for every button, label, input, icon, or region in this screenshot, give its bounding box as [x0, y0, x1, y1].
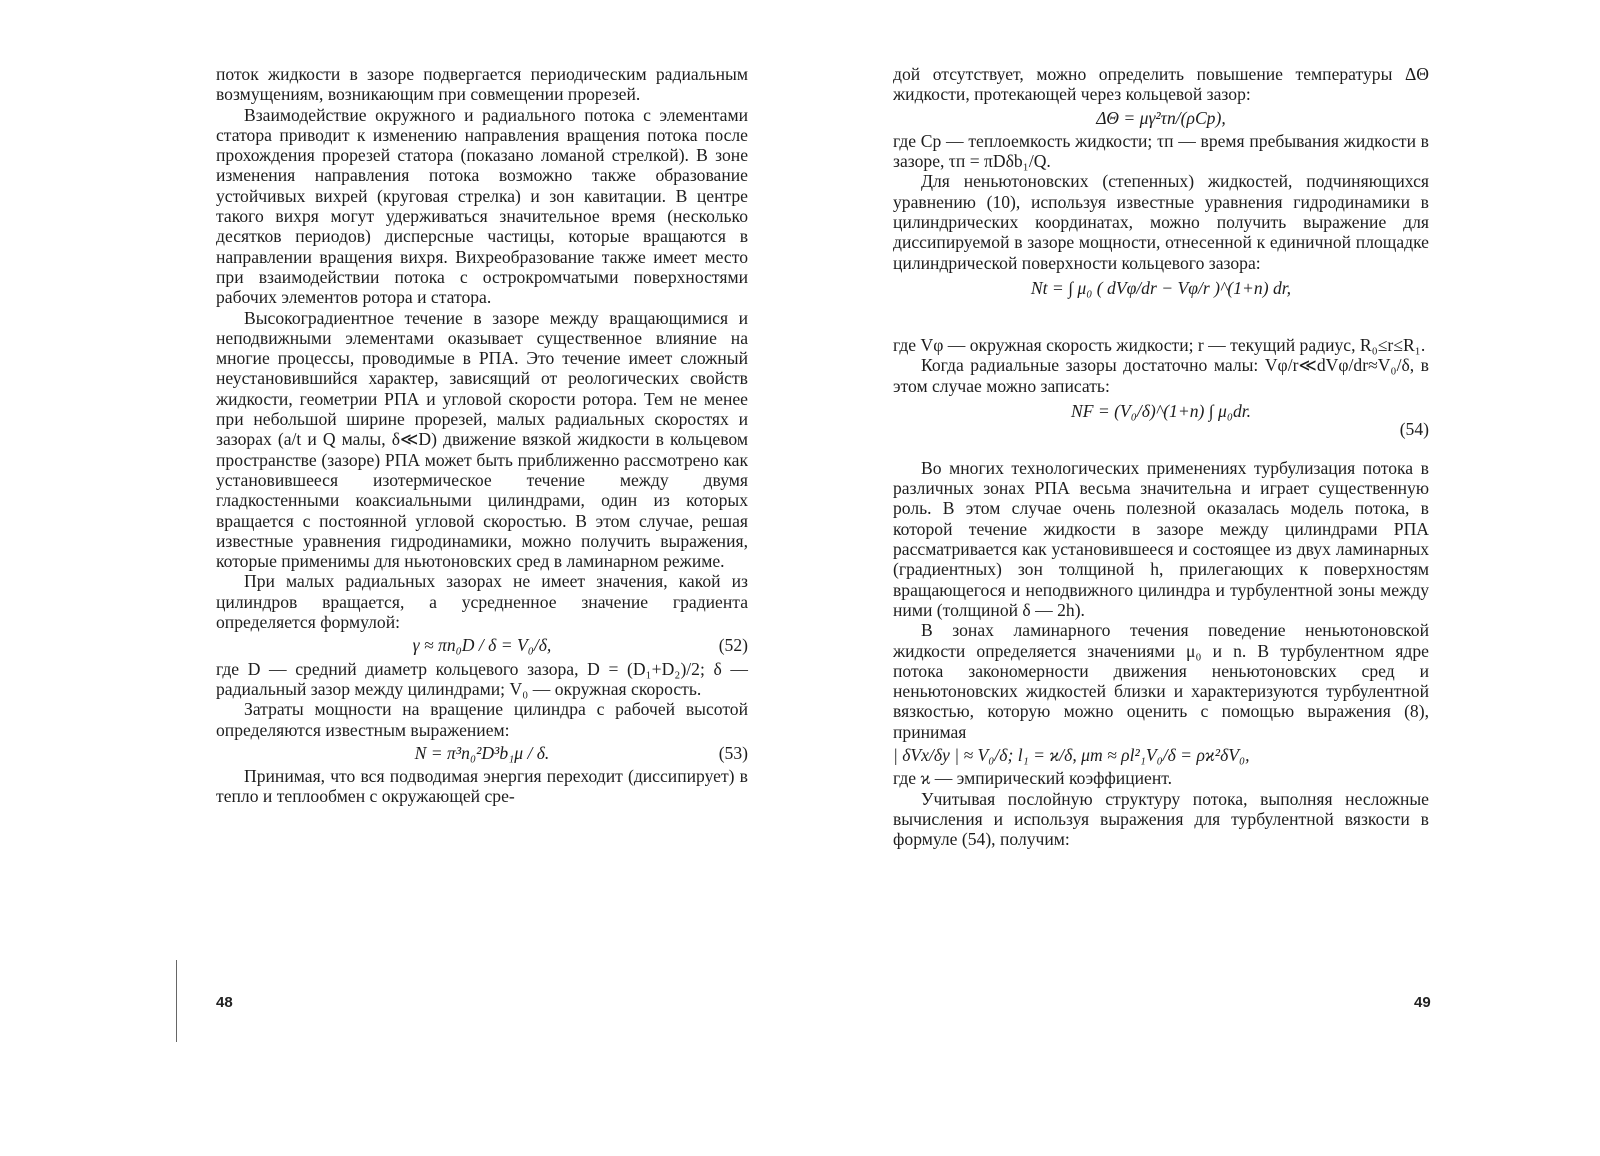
paragraph: Взаимодействие окружного и радиального потока с элементами статора приводит к изменению направления вращения потока после прохождения прорезей статора (показано ломаной стрелкой). В зоне изменения направления потока возможно также образование устойчивых вихрей (круговая стрелка) и зон кавитации. В центре такого вихря могут удерживаться значительное время (несколько десятков периодов) дисперсные частицы, которые вращаются в направлении вращения вихря. Вихреобразование также имеет место при взаимодействии потока с острокромчатыми поверхностями рабочих элементов ротора и статора.	[216, 104, 748, 308]
formula-52-number: (52)	[718, 635, 748, 656]
paragraph: Учитывая послойную структуру потока, выполняя несложные вычисления и используя выражения для турбулентной вязкости в формуле (54), получим:	[893, 788, 1429, 850]
paragraph: В зонах ламинарного течения поведение неньютоновской жидкости определяется значениями μ₀ и n. В турбулентном ядре потока закономерности движения неньютоновских сред и неньютоновских жидкостей близки и характеризуются турбулентной вязкостью, которую можно оценить с помощью выражения (8), принимая	[893, 620, 1429, 742]
formula-52-expression: γ ≈ πn₀D / δ = V₀/δ,	[412, 635, 552, 656]
formula-delta-theta	[893, 108, 1429, 128]
formula-53-number: (53)	[718, 742, 748, 763]
paragraph: где D — средний диаметр кольцевого зазора, D = (D₁+D₂)/2; δ — радиальный зазор между цилиндрами; V₀ — окружная скорость.	[216, 658, 748, 699]
paragraph: Когда радиальные зазоры достаточно малы: Vφ/r≪dVφ/dr≈V₀/δ, в этом случае можно записать:	[893, 355, 1429, 396]
right-page	[893, 64, 1429, 850]
paragraph: Затраты мощности на вращение цилиндра с рабочей высотой определяются известным выражением:	[216, 699, 748, 740]
formula-turbulent-viscosity-expression: | δVx/δy | ≈ V₀/δ; l₁ = ϰ/δ, μт ≈ ρl²₁V₀/δ = ρϰ²δV₀,	[893, 745, 1250, 766]
formula-nt-expression: Nt = ∫ μ₀ ( dVφ/dr − Vφ/r )^(1+n) dr,	[1030, 277, 1292, 298]
paragraph: где Cp — теплоемкость жидкости; τп — время пребывания жидкости в зазоре, τп = πDδb₁/Q.	[893, 130, 1429, 172]
formula-53-expression: N = π³n₀²D³b₁μ / δ.	[414, 742, 550, 763]
paragraph: поток жидкости в зазоре подвергается периодическим радиальным возмущениям, возникающим при совмещении прорезей.	[216, 64, 748, 105]
paragraph: Высокоградиентное течение в зазоре между вращающимися и неподвижными элементами оказывает существенное влияние на многие процессы, проводимые в РПА. Это течение имеет сложный неустановившийся характер, зависящий от реологических свойств жидкости, геометрии РПА и угловой скорости ротора. Тем не менее при небольшой ширине прорезей, малых радиальных скоростях и зазорах (a/t и Q малы, δ≪D) движение вязкой жидкости в кольцевом пространстве (зазоре) РПА может быть приближенно рассмотрено как установившееся изотермическое течение между двумя гладкостенными коаксиальными цилиндрами, один из которых вращается с постоянной угловой скоростью. В этом случае, решая известные уравнения гидродинамики, можно получить выражения, которые применимы для ньютоновских сред в ламинарном режиме.	[216, 307, 748, 572]
paragraph: где Vφ — окружная скорость жидкости; r — текущий радиус, R₀≤r≤R₁.	[893, 334, 1426, 355]
paragraph: Принимая, что вся подводимая энергия переходит (диссипирует) в тепло и теплообмен с окружающей сре-	[216, 766, 748, 807]
page-number-right: 49	[1414, 994, 1431, 1011]
paragraph: Для неньютоновских (степенных) жидкостей, подчиняющихся уравнению (10), используя известные уравнения гидродинамики в цилиндрических координатах, можно получить выражение для диссипируемой в зазоре мощности, отнесенной к единичной площадке цилиндрической поверхности кольцевого зазора:	[893, 171, 1429, 273]
formula-53	[216, 743, 748, 763]
formula-52	[216, 635, 748, 655]
left-page	[216, 64, 748, 807]
paragraph: Во многих технологических применениях турбулизация потока в различных зонах РПА весьма значительна и играет существенную роль. В этом случае очень полезной оказалась модель потока, в которой течение жидкости в зазоре между цилиндрами РПА рассматривается как установившееся и состоящее из двух ламинарных (градиентных) зон толщиной h, прилегающих к поверхностям вращающегося и неподвижного цилиндра и турбулентной зоны между ними (толщиной δ — 2h).	[893, 457, 1429, 620]
formula-turbulent-viscosity	[893, 745, 1429, 765]
formula-54-expression: NF = (V₀/δ)^(1+n) ∫ μ₀dr.	[1070, 400, 1252, 421]
formula-54-number: (54)	[1399, 418, 1429, 439]
paragraph: При малых радиальных зазорах не имеет значения, какой из цилиндров вращается, а усредненное значение градиента определяется формулой:	[216, 571, 748, 633]
paragraph: где ϰ — эмпирический коэффициент.	[893, 768, 1173, 789]
paragraph: дой отсутствует, можно определить повышение температуры ΔΘ жидкости, протекающей через кольцевой зазор:	[893, 64, 1429, 105]
formula-54	[893, 399, 1429, 455]
margin-scan-line	[176, 960, 177, 1042]
page-number-left: 48	[216, 994, 233, 1011]
formula-nt	[893, 276, 1429, 332]
formula-delta-theta-expression: ΔΘ = μγ²τп/(ρCp),	[1096, 107, 1226, 128]
